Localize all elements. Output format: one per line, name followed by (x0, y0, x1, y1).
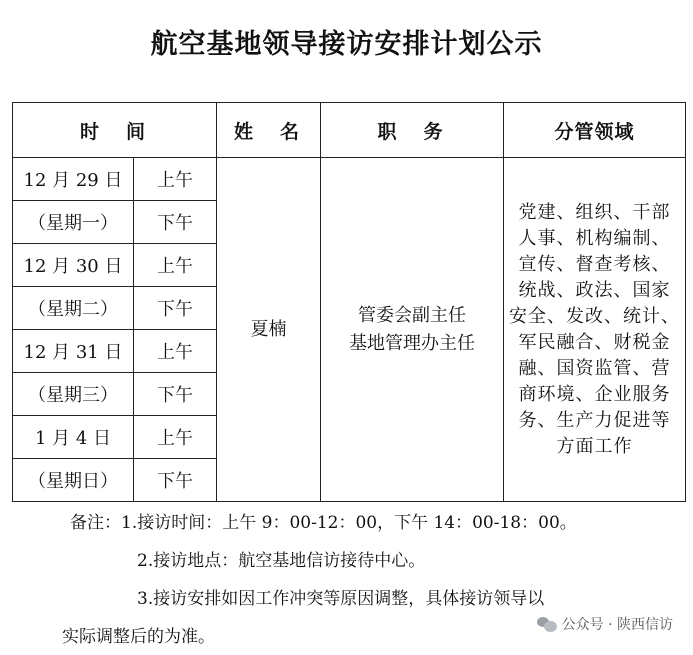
leader-name: 夏楠 (217, 158, 321, 502)
scope-line: 统战、政法、国家 (518, 279, 671, 301)
slot-am: 上午 (134, 416, 217, 459)
table-header-row (13, 103, 686, 158)
schedule-table (12, 102, 686, 502)
day-weekday: （星期二） (13, 287, 134, 330)
slot-am: 上午 (134, 330, 217, 373)
day-date: 12 月 30 日 (13, 244, 134, 287)
day-date: 12 月 31 日 (13, 330, 134, 373)
leader-position (321, 158, 504, 502)
scope-line: 商环境、企业服务 (518, 383, 671, 405)
day-date: 12 月 29 日 (13, 158, 134, 201)
table-row (13, 158, 686, 201)
note-line-1: 备注：1.接访时间：上午 9：00-12：00，下午 14：00-18：00。 (70, 513, 577, 533)
slot-pm: 下午 (134, 287, 217, 330)
header-position: 职 务 (321, 103, 504, 158)
header-time: 时 间 (13, 103, 217, 158)
slot-pm: 下午 (134, 373, 217, 416)
position-line-2: 基地管理办主任 (349, 332, 476, 354)
wechat-watermark (537, 614, 673, 634)
note-line-3: 3.接访安排如因工作冲突等原因调整，具体接访领导以 (137, 589, 545, 609)
slot-am: 上午 (134, 158, 217, 201)
scope-line: 人事、机构编制、 (518, 227, 671, 249)
leader-scope (504, 158, 686, 502)
day-weekday: （星期日） (13, 459, 134, 502)
day-weekday: （星期一） (13, 201, 134, 244)
scope-line: 融、国资监管、营 (518, 357, 671, 379)
scope-line: 安全、发改、统计、 (509, 305, 681, 327)
scope-line: 宣传、督查考核、 (518, 253, 671, 275)
slot-am: 上午 (134, 244, 217, 287)
scope-line: 务、生产力促进等 (518, 409, 671, 431)
slot-pm: 下午 (134, 459, 217, 502)
page-title: 航空基地领导接访安排计划公示 (150, 29, 543, 60)
wechat-icon (537, 616, 557, 632)
note-line-2: 2.接访地点：航空基地信访接待中心。 (137, 551, 426, 571)
day-date: 1 月 4 日 (13, 416, 134, 459)
day-weekday: （星期三） (13, 373, 134, 416)
slot-pm: 下午 (134, 201, 217, 244)
watermark-text: 公众号 · 陕西信访 (561, 617, 673, 633)
header-name: 姓 名 (217, 103, 321, 158)
note-line-4: 实际调整后的为准。 (62, 627, 215, 647)
scope-line: 军民融合、财税金 (518, 331, 671, 353)
header-scope: 分管领域 (504, 103, 686, 158)
scope-line: 党建、组织、干部 (518, 201, 671, 223)
position-line-1: 管委会副主任 (358, 304, 467, 326)
scope-line: 方面工作 (556, 435, 633, 457)
